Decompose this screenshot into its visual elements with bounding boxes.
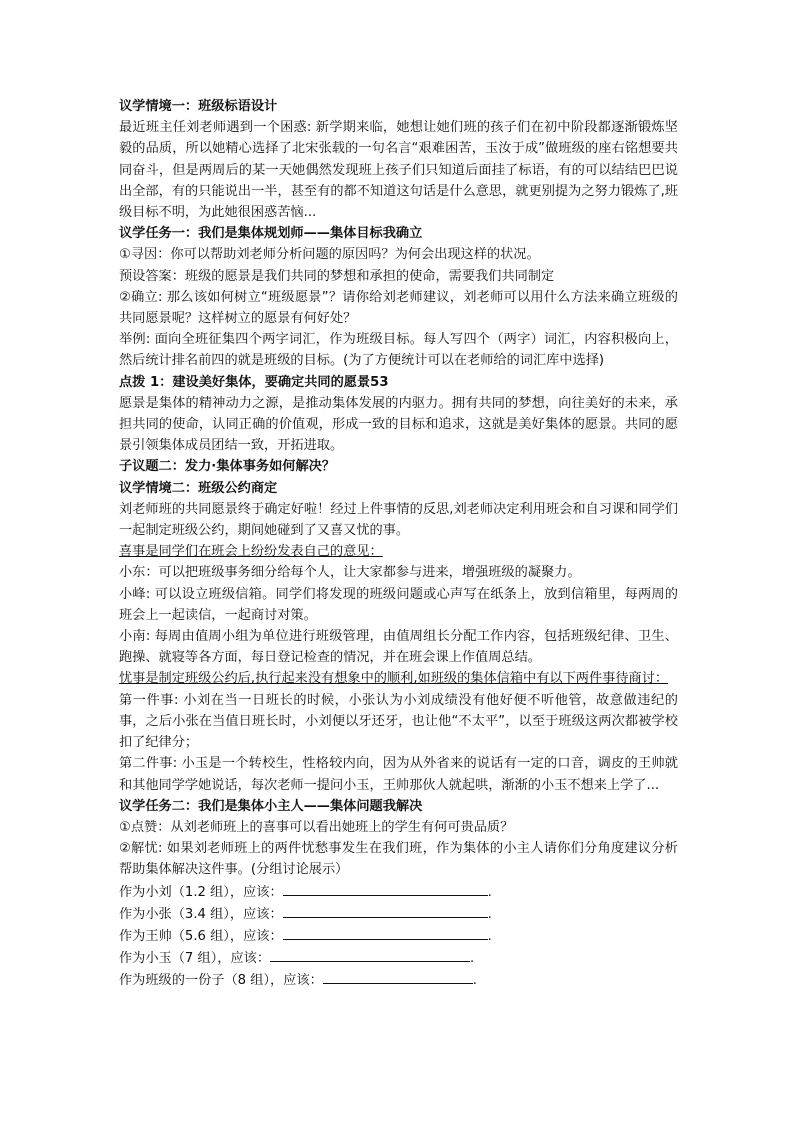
answer-blank[interactable] xyxy=(283,925,488,940)
happy-news-underlined: 喜事是同学们在班会上纷纷发表自己的意见： xyxy=(119,544,383,560)
answer-line-xiaozhang xyxy=(119,903,678,925)
paragraph-scenario-1: 最近班主任刘老师遇到一个困惑: 新学期来临，她想让她们班的孩子们在初中阶段都逐渐锻炼坚毅的品质，所以她精心选择了北宋张载的一句名言“艰难困苦，玉汝于成”做班级的座右铭想要共同奋斗，但是两周后的某一天她偶然发现班上孩子们只知道后面挂了标语，有的可以结结巴巴说出全部，有的只能说出一半，甚至有的都不知道这句话是什么意思，就更别提为之努力锻炼了,班级目标不明，为此她很困惑苦恼... xyxy=(119,120,678,221)
worry-news-intro xyxy=(119,668,678,689)
answer-end: . xyxy=(487,884,492,900)
question-resolve: ②解忧: 如果刘老师班上的两件忧愁事发生在我们班，作为集体的小主人请你们分角度建议分析帮助集体解决这件事。(分组讨论展示） xyxy=(119,841,678,878)
answer-blank[interactable] xyxy=(283,903,488,918)
heading-point-1: 点拨 1：建设美好集体，要确定共同的愿景53 xyxy=(119,374,389,390)
question-find-cause: ①寻因：你可以帮助刘老师分析问题的原因吗？为何会出现这样的状况。 xyxy=(119,247,540,263)
opinion-xiaonan: 小南: 每周由值周小组为单位进行班级管理，由值周组长分配工作内容，包括班级纪律、卫生、跑操、就寝等各方面，每日登记检查的情况，并在班会课上作值周总结。 xyxy=(119,629,678,666)
worry-news-underlined: 忧事是制定班级公约后,执行起来没有想象中的顺利,如班级的集体信箱中有以下两件事待商讨： xyxy=(119,671,669,687)
answer-label: 作为小玉（7 组），应该： xyxy=(119,951,271,967)
answer-label: 作为小张（3.4 组），应该： xyxy=(119,906,283,922)
answer-label: 作为王帅（5.6 组），应该： xyxy=(119,928,283,944)
opinion-xiaofeng: 小峰: 可以设立班级信箱。同学们将发现的班级问题或心声写在纸条上，放到信箱里，每两周的班会上一起读信，一起商讨对策。 xyxy=(119,586,678,623)
answer-blank[interactable] xyxy=(323,969,473,984)
answer-blank[interactable] xyxy=(283,881,488,896)
answer-end: . xyxy=(487,906,492,922)
heading-scenario-2: 议学情境二：班级公约商定 xyxy=(119,480,278,496)
preset-answer: 预设答案：班级的愿景是我们共同的梦想和承担的使命，需要我们共同制定 xyxy=(119,268,555,284)
second-matter: 第二件事: 小玉是一个转校生，性格较内向，因为从外省来的说话有一定的口音，调皮的王帅就和其他同学学她说话，每次老师一提问小玉，王帅那伙人就起哄，渐渐的小玉不想来上学了... xyxy=(119,756,678,793)
heading-scenario-1: 议学情境一：班级标语设计 xyxy=(119,99,278,114)
happy-news-intro xyxy=(119,541,678,562)
answer-line-class-member xyxy=(119,969,678,991)
opinion-xiaodong: 小东：可以把班级事务细分给每个人，让大家都参与进来，增强班级的凝聚力。 xyxy=(119,565,581,581)
heading-task-1: 议学任务一：我们是集体规划师——集体目标我确立 xyxy=(119,226,423,242)
question-praise: ①点赞：从刘老师班上的喜事可以看出她班上的学生有何可贵品质？ xyxy=(119,819,514,835)
answer-line-xiaoliu xyxy=(119,881,678,903)
first-matter: 第一件事: 小刘在当一日班长的时候，小张认为小刘成绩没有他好便不听他管，故意做违纪的事，之后小张在当值日班长时，小刘便以牙还牙，也让他“不太平”，以至于班级这两次都被学校扣了纪律分； xyxy=(119,692,678,751)
heading-task-2: 议学任务二：我们是集体小主人——集体问题我解决 xyxy=(119,798,423,814)
answer-end: . xyxy=(487,928,492,944)
answer-end: . xyxy=(472,973,477,989)
answer-label: 作为小刘（1.2 组），应该： xyxy=(119,884,283,900)
paragraph-scenario-2: 刘老师班的共同愿景终于确定好啦！经过上件事情的反思,刘老师决定利用班会和自习课和同学们一起制定班级公约，期间她碰到了又喜又忧的事。 xyxy=(119,501,678,539)
answer-end: . xyxy=(470,951,475,967)
question-establish: ②确立: 那么该如何树立“班级愿景”？请你给刘老师建议，刘老师可以用什么方法来确立班级的共同愿景呢？这样树立的愿景有何好处？ xyxy=(119,289,678,327)
paragraph-vision: 愿景是集体的精神动力之源，是推动集体发展的内驱力。拥有共同的梦想，向往美好的未来，承担共同的使命，认同正确的价值观，形成一致的目标和追求，这就是美好集体的愿景。共同的愿景引领集体成员团结一致，开拓进取。 xyxy=(119,395,678,454)
answer-blank[interactable] xyxy=(270,947,470,962)
answer-label: 作为班级的一份子（8 组），应该： xyxy=(119,973,323,989)
example-paragraph: 举例: 面向全班征集四个两字词汇，作为班级目标。每人写四个（两字）词汇，内容积极向上，然后统计排名前四的就是班级的目标。(为了方便统计可以在老师给的词汇库中选择) xyxy=(119,332,678,369)
heading-subtopic-2: 子议题二：发力·集体事务如何解决？ xyxy=(119,459,336,475)
answer-line-wangshuai xyxy=(119,925,678,947)
answer-line-xiaoyu xyxy=(119,947,678,969)
